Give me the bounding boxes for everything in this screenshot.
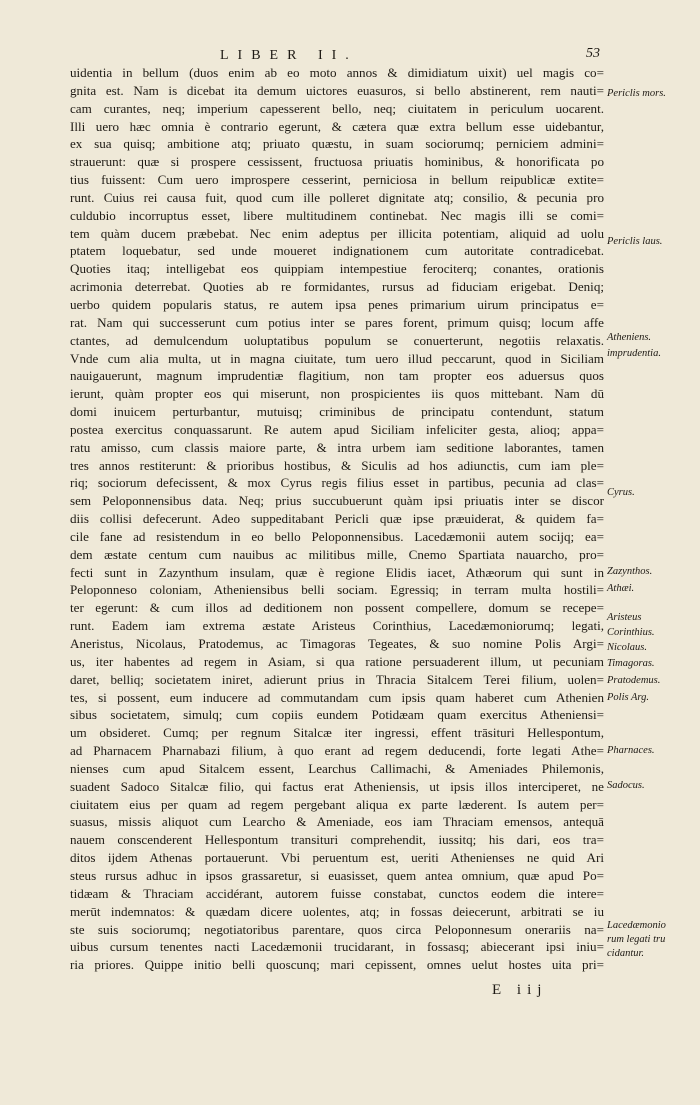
text-line: sibus societatem, simulq; cum copiis eundem Potidæam quam exercitus Atheniensi=: [70, 707, 604, 723]
text-line: sem Peloponnensibus data. Neq; prius succubuerunt quàm ipsi priuatis inter se discor: [70, 493, 604, 509]
text-line: acrimonia deterrebat. Quoties ab re formidantes, rursus ad fiduciam erigebat. Deniq;: [70, 279, 604, 295]
text-line: us, iter habentes ad regem in Asiam, si qua ratione persuaderent illum, ut pecuniam: [70, 653, 604, 669]
text-line: gnita est. Nam is dicebat ita demum uictores euasuros, si bello abstinerent, rem nauti=: [70, 82, 604, 98]
text-line: dem æstate centum cum nauibus ac militibus mille, Cnemo Spartiata nauarcho, pro=: [70, 546, 604, 562]
margin-note: Periclis laus.: [607, 236, 663, 247]
text-line: ria priores. Quippe initio belli quoscunq; mari cepissent, omnes uelut hostes uita pri=: [70, 957, 604, 973]
text-line: um obsideret. Cumq; per regnum Sitalcæ iter ingressi, effent trāsituri Hellespontum,: [70, 725, 604, 741]
margin-note: Athæi.: [607, 583, 635, 594]
margin-note: Atheniens.: [607, 332, 652, 343]
text-line: cile fane ad resistendum in eo bello Peloponnensibus. Lacedæmonii autem socijq; ea=: [70, 528, 604, 544]
text-line: nauigauerunt, magnum imprudentiæ flagitium, non tam propter eos aduersus quos: [70, 368, 604, 384]
margin-note: Periclis mors.: [607, 88, 666, 99]
text-line: tidæam & Thraciam accidérant, autorem fuisse constabat, cunctos eodem die intere=: [70, 885, 604, 901]
text-line: rat. Nam qui successerunt cum potius inter se pares forent, primum quisq; locum affe: [70, 314, 604, 330]
text-line: ierunt, quàm propter eos qui miserunt, non prospicientes iis quos mittebant. Nam dū: [70, 386, 604, 402]
text-line: ditos ijdem Athenas portauerunt. Vbi peruentum est, ueriti Athenienses ne quid Ari: [70, 850, 604, 866]
text-line: Illi uero hæc omnia è contrario egerunt, & cætera quæ extra bellum esse uidebantur,: [70, 118, 604, 134]
text-line: Aneristus, Nicolaus, Pratodemus, ac Timagoras Tegeates, & suo nomine Polis Argi=: [70, 636, 604, 651]
text-line: postea exercitus conquassarunt. Re autem apud Siciliam infeliciter gesta, alioq; appa=: [70, 421, 604, 437]
text-line: strauerunt: quæ si prospere cessissent, fructuosa priuatis hominibus, & honorificata po: [70, 154, 604, 170]
text-line: Peloponneso coloniam, Atheniensibus belli sociam. Egressiq; in terram multa hostili=: [70, 582, 604, 598]
text-line: runt. Cuius rei causa fuit, quod cum ille polleret dignitate atq; consilio, & pecunia pro: [70, 189, 604, 205]
page-footer: [0, 980, 700, 1008]
text-line: daret, belliq; societatem iniret, adierunt prius in Thracia Sitalcem Terei filium, uolen=: [70, 671, 604, 687]
text-line: merūt indemnatos: & quædam dicere uolentes, atq; in fossas deiecerunt, arbitrati se iu: [70, 903, 604, 919]
margin-note: Zazynthos.: [607, 566, 653, 577]
text-line: diis collisi defecerunt. Adeo suppeditabant Pericli quæ ipse præuiderat, & quidem fa=: [70, 511, 604, 527]
text-line: ter egerunt: & cum illos ad deditionem non possent compellere, domum se recepe=: [70, 600, 604, 616]
text-line: ratu amisso, cum classis maiore parte, & intra urbem iam seditione laborantes, tamen: [70, 439, 604, 455]
text-line: steus rursus adhuc in ipsos grassaretur, si euasisset, quem antea omnium, quæ apud Po=: [70, 867, 604, 883]
text-line: tius fuissent: Cum uero improspere cesserint, perniciosa in bellum reipublicæ extite=: [70, 172, 604, 188]
signature-mark: E iij: [492, 982, 548, 998]
margin-note: Nicolaus.: [607, 642, 647, 653]
text-line: suadent Sadoco Sitalcæ filio, qui factus erat Atheniensis, ut ipsis illos interciperet, ne: [70, 778, 604, 794]
text-line: ad Pharnacem Pharnabazi filium, à quo erant ad regem deducendi, forte legati Athe=: [70, 743, 604, 759]
text-line: runt. Eadem iam extrema æstate Aristeus Corinthius, Lacedæmoniorumq; legati,: [70, 618, 604, 634]
margin-note: Pharnaces.: [607, 745, 655, 756]
text-line: uibus cursum tenentes nacti Lacedæmonii trucidarant, in fossasq; abiecerant ipsi iniu=: [70, 939, 604, 955]
margin-note: Pratodemus.: [607, 675, 661, 686]
text-line: nauem conscenderent Hellespontum transituri comprehendit, iussitq; his dari, eos tra=: [70, 832, 604, 848]
text-line: Quoties itaq; intelligebat eos quippiam intempestiue ferociterq; conantes, orationis: [70, 261, 604, 277]
text-line: suasus, missis aliquot cum Learcho & Ameniade, eos iam Thraciam emensos, antequā: [70, 814, 604, 830]
text-line: ste suis sociorumq; negotiatoribus parentare, quos circa Peloponnesum onerariis na=: [70, 921, 604, 937]
text-line: culdubio incorruptus esset, libere multitudinem continebat. Nec magis illi se comi=: [70, 207, 604, 223]
margin-note: Lacedæmonio: [607, 920, 666, 931]
text-line: ciuitatem eius per quam ad regem pergebant aliqua ex parte læderent. Is autem per=: [70, 796, 604, 812]
text-line: ex sua quisq; ambitione atq; priuato quæstu, in suam sociorumq; perniciem admini=: [70, 136, 604, 152]
text-line: ptatem loquebatur, sed unde moueret indignationem cum autoritate contradicebat.: [70, 243, 604, 259]
margin-note: Timagoras.: [607, 658, 655, 669]
margin-note: rum legati tru: [607, 934, 666, 945]
margin-note: Sadocus.: [607, 780, 645, 791]
margin-note: Polis Arg.: [607, 692, 650, 703]
text-line: Vnde cum alia multa, ut in magna ciuitate, tum uero illud peccarunt, quod in Siciliam: [70, 350, 604, 366]
page-number: 53: [586, 46, 600, 61]
text-line: uidentia in bellum (duos enim ab eo moto annos & dimidiatum uixit) uel magis co=: [70, 65, 604, 80]
main-text-block: [70, 64, 604, 974]
text-line: riq; sociorum defecissent, & mox Cyrus regis filius esset in partibus, pecunia ad clas=: [70, 475, 604, 491]
text-line: fecti sunt in Zazynthum insulam, quæ è regione Elidis iacet, Athæorum qui sunt in: [70, 564, 604, 580]
margin-note: Cyrus.: [607, 487, 635, 498]
text-line: cam curantes, neq; imperium capesserent bello, neq; ciuitatem in periculum uocarent.: [70, 100, 604, 116]
margin-note: Corinthius.: [607, 627, 655, 638]
text-line: tem quàm ducem præbebat. Nec enim adeptus per illicita potentiam, aliquid ad uolu: [70, 225, 604, 241]
text-line: nienses cum apud Sitalcem essent, Learchus Callimachi, & Ameniades Philemonis,: [70, 760, 604, 776]
text-line: ctantes, ad demulcendum uoluptatibus populum se conuerterunt, negotiis relaxatis.: [70, 332, 604, 348]
text-line: uerbo quidem popularis status, re autem ipsa penes primarium uirum principatus e=: [70, 296, 604, 312]
running-head: LIBER II.: [220, 48, 358, 63]
margin-note: cidantur.: [607, 948, 645, 959]
text-line: tres annos restiterunt: & prioribus hostibus, & Siculis ad hos adiunctis, cum iam ple=: [70, 457, 604, 473]
margin-note: Aristeus: [607, 612, 642, 623]
text-line: tes, si possent, eum inducere ad commutandam cum ipsis quam haberet cum Athenien: [70, 689, 604, 705]
text-line: domi inuicem perturbantur, mutuisq; criminibus de principatu contendunt, statum: [70, 404, 604, 420]
margin-note: imprudentia.: [607, 348, 661, 359]
